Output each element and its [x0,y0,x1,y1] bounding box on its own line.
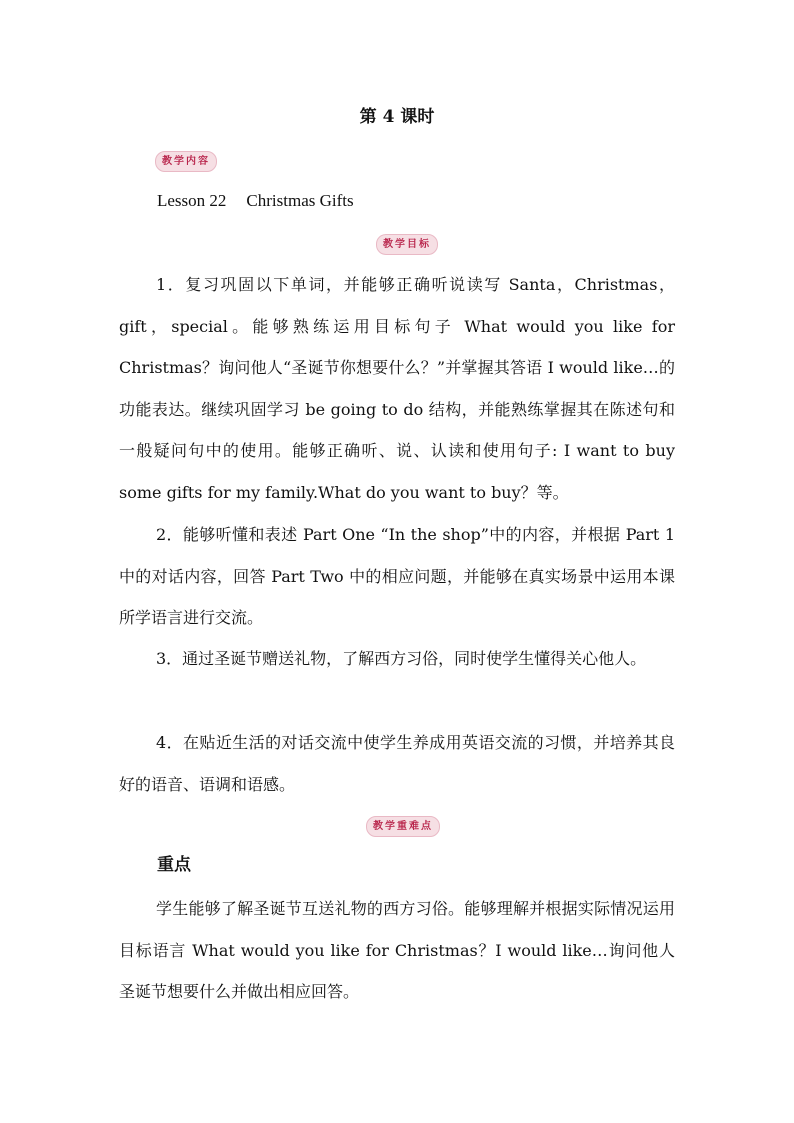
key-difficult-points-tag: 教学重难点 [366,816,440,837]
goal-paragraph-1: 1．复习巩固以下单词，并能够正确听说读写 Santa，Christmas，gift，special。能够熟练运用目标句子 What would you like for Christmas？询问他人“圣诞节你想要什么？”并掌握其答语 I would like…的功能表达。继续巩固学习 be going to do 结构，并能熟练掌握其在陈述句和一般疑问句中的使用。能够正确听、说、认读和使用句子: I want to buy some gifts for my family.What do you want to buy？等。 [119,275,675,502]
goal-paragraph-4: 4．在贴近生活的对话交流中使学生养成用英语交流的习惯，并培养其良好的语音、语调和语感。 [119,733,675,794]
goal-paragraph-3: 3．通过圣诞节赠送礼物，了解西方习俗，同时使学生懂得关心他人。 [156,649,647,668]
lesson-heading [157,188,354,214]
teaching-content-tag: 教学内容 [155,151,217,172]
lesson-number: Lesson 22 [157,191,227,210]
key-points-paragraph: 学生能够了解圣诞节互送礼物的西方习俗。能够理解并根据实际情况运用目标语言 What would you like for Christmas？I would like…询问他人圣诞节想要什么并做出相应回答。 [119,899,675,1002]
teaching-goals-tag: 教学目标 [376,234,438,255]
goal-paragraph-2: 2．能够听懂和表述 Part One “In the shop”中的内容，并根据 Part 1 中的对话内容，回答 Part Two 中的相应问题，并能够在真实场景中运用本课所学语言进行交流。 [119,525,675,628]
lesson-period-title: 第 4 课时 [359,107,435,127]
lesson-name: Christmas Gifts [246,191,354,210]
key-points-heading: 重点 [157,855,191,875]
